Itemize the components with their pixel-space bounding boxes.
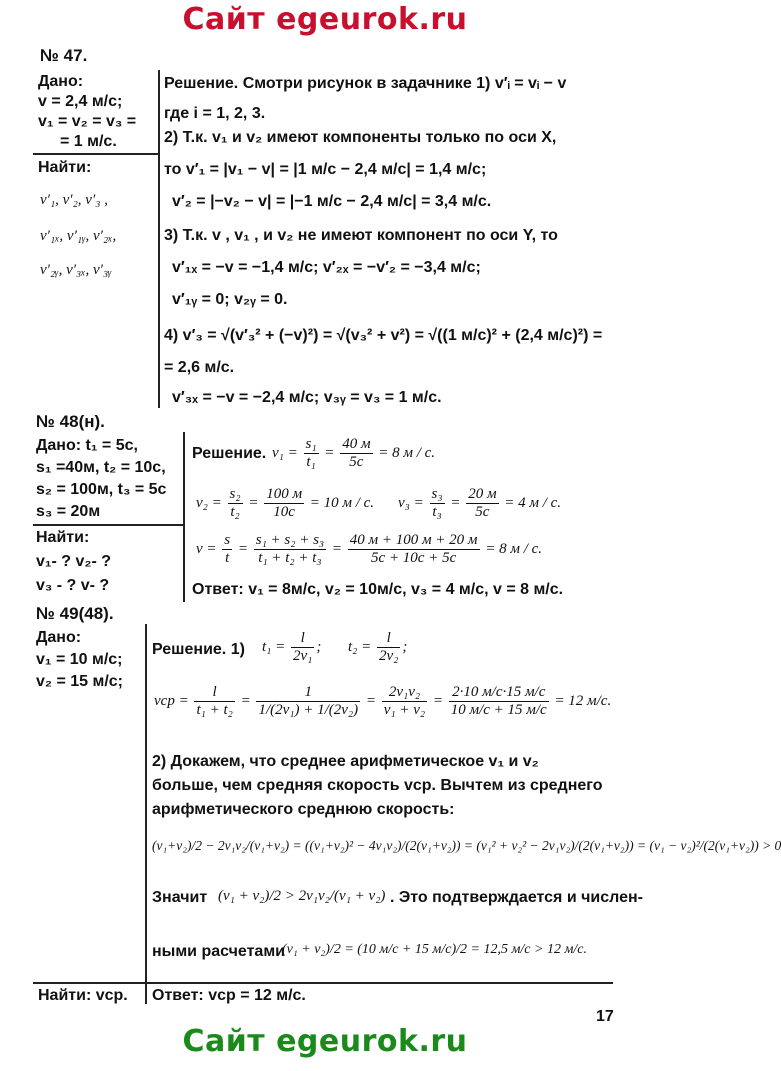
p48-v3-formula: v₃ = $\frac{\text{s₃}}{\text{t₃}}$ = $\frac{20 м}{5с}$ = 4 м / с. [398,486,562,520]
p48-given-1: Дано: t₁ = 5с, [36,437,138,454]
p48-v-lhs: v = [196,540,217,557]
p47-given-3: = 1 м/с. [60,133,117,150]
p48-find-2: v₃ - ? v- ? [36,577,110,594]
p48-answer: Ответ: v₁ = 8м/с, v₂ = 10м/с, v₃ = 4 м/с, v = 8 м/с. [192,581,564,598]
p48-v2-num: s₂ [229,486,241,502]
p48-v1-num: s₁ [305,436,317,452]
p48-v-result: = 8 м / с. [485,540,543,557]
p49-vcp-formula: vср = $\frac{l}{\text{t₁ + t₂}}$ = $\frac{1}{\text{1/(2v₁) + 1/(2v₂)}}$ = $\frac{\text{2v₁v₂}}{\text{v₁ + v₂}}$ = $\frac{2\cdot 10 м/с\cdot 15 м/с}{10 м/с + 15 м/с}$ = 12 м/с. [154,684,612,718]
p49-text-2: больше, чем средняя скорость vср. Вычтем из среднего [152,777,603,794]
p49-vcp-lhs: vср = [154,692,189,709]
p48-find-1: v₁- ? v₂- ? [36,553,112,570]
p49-t1-lhs: t₁ = [262,638,286,655]
problem-47-title: № 47. [40,46,88,65]
site-watermark-bottom: Сайт egeurok.ru [182,1024,468,1059]
p48-v1-den2: 5с [349,454,364,470]
p47-line-1: Решение. Смотри рисунок в задачнике 1) v′ᵢ = vᵢ − v [164,75,567,92]
p49-vcp-den3: v₁ + v₂ [383,702,426,718]
p48-v1-formula: v₁ = $\frac{\text{s₁}}{\text{t₁}}$ = $\frac{40 м}{5с}$ = 8 м / с. [272,436,436,470]
p49-vcp-num4: 2·10 м/с·15 м/с [449,684,549,702]
p48-v-frac-2 [254,532,326,567]
p48-v3-frac-2 [466,486,498,521]
p49-vcp-result: = 12 м/с. [554,692,612,709]
p48-v-num2: s₁ + s₂ + s₃ [255,532,325,548]
p47-find-1: v′₁, v′₂, v′₃ , [40,192,108,208]
p47-line-6: 3) Т.к. v , v₁ , и v₂ не имеют компонент по оси Y, то [164,227,558,244]
p49-t1-num: l [291,630,314,648]
p48-column-divider [183,432,185,602]
p47-given-1: v = 2,4 м/с; [38,93,123,110]
p49-then-1: Значит [152,889,208,906]
p47-line-4: то v′₁ = |v₁ − v| = |1 м/с − 2,4 м/с| = 1,4 м/с; [164,161,487,178]
p49-t1-formula: t₁ = $\frac{l}{\text{2v₁}}$ ; [262,630,322,664]
p48-v-num3: 40 м + 100 м + 20 м [349,532,478,548]
p47-column-divider [158,70,160,408]
p49-proof: (v₁+v₂)/2 − 2v₁v₂/(v₁+v₂) = ((v₁+v₂)² − 4v₁v₂)/(2(v₁+v₂)) = (v₁² + v₂² − 2v₁v₂)/(2(v₁+v₂)) = (v₁ − v₂)²/(2(v₁+v₂)) > 0 [152,838,781,853]
p49-t2-den: 2v₂ [379,648,399,664]
p48-v3-frac-1 [430,486,445,521]
p47-given-2: v₁ = v₂ = v₃ = [38,113,137,130]
p49-t2-lhs: t₂ = [348,638,372,655]
p49-vcp-frac-2 [256,684,360,719]
site-watermark-top: Сайт egeurok.ru [182,2,468,37]
p49-t1-frac [291,630,314,665]
p49-vcp-frac-4 [449,684,549,719]
p48-v-den3: 5с + 10с + 5с [371,550,457,566]
p48-v-den2: t₁ + t₂ + t₃ [258,550,322,566]
p48-v2-lhs: v₂ = [196,494,222,511]
p48-v2-den2: 10с [273,504,295,520]
p48-v2-den: t₂ [230,504,240,520]
p47-line-11: v′₃ₓ = −v = −2,4 м/с; v₃ᵧ = v₃ = 1 м/с. [172,389,442,406]
p47-line-2: где i = 1, 2, 3. [164,105,266,122]
p48-v-den: t [225,550,230,566]
p49-vcp-den4: 10 м/с + 15 м/с [450,702,547,718]
p48-v2-result: = 10 м / с. [309,494,375,511]
p48-v1-frac-2 [340,436,372,471]
p48-v3-den: t₃ [432,504,442,520]
p48-solution-label: Решение. [192,445,267,462]
p49-given-label: Дано: [36,629,82,646]
p48-v1-lhs: v₁ = [272,444,298,461]
p49-given-1: v₁ = 10 м/с; [36,651,123,668]
page-number: 17 [596,1008,614,1025]
p49-vcp-num3: 2v₁v₂ [382,684,427,702]
p48-v1-result: = 8 м / с. [378,444,436,461]
p48-v2-frac-2 [264,486,304,521]
p49-answer: Ответ: vср = 12 м/с. [152,987,306,1004]
p49-given-2: v₂ = 15 м/с; [36,673,123,690]
p47-line-5: v′₂ = |−v₂ − v| = |−1 м/с − 2,4 м/с| = 3,4 м/с. [172,193,492,210]
p48-v2-formula: v₂ = $\frac{\text{s₂}}{\text{t₂}}$ = $\frac{100 м}{10с}$ = 10 м / с. [196,486,375,520]
p48-given-divider [33,524,183,526]
p47-line-9: 4) v′₃ = √(v′₃² + (−v)²) = √(v₃² + v²) = √((1 м/с)² + (2,4 м/с)²) = [164,327,603,344]
p49-find: Найти: vср. [38,987,128,1004]
p47-find-2: v′₁ₓ, v′₁ᵧ, v′₂ₓ, [40,228,117,244]
problem-48-title: № 48(н). [36,412,105,431]
p49-t1-den: 2v₁ [293,648,313,664]
p47-find-3: v′₂ᵧ, v′₃ₓ, v′₃ᵧ [40,262,112,278]
p48-v3-den2: 5с [475,504,490,520]
p48-v1-num2: 40 м [342,436,371,452]
p48-v3-result: = 4 м / с. [504,494,562,511]
p49-text-3: арифметического среднюю скорость: [152,801,455,818]
p49-column-divider [145,624,147,1004]
p49-vcp-num2: 1 [256,684,360,702]
p48-given-3: s₂ = 100м, t₃ = 5с [36,481,167,498]
p49-solution-label: Решение. 1) [152,641,245,658]
p49-vcp-den2: 1/(2v₁) + 1/(2v₂) [258,702,359,718]
p47-find-label: Найти: [38,159,92,176]
p47-line-8: v′₁ᵧ = 0; v₂ᵧ = 0. [172,291,288,308]
p49-text-1: 2) Докажем, что среднее арифметическое v₁ и v₂ [152,753,539,770]
p48-v-num: s [224,532,231,548]
p48-v-formula: v = $\frac{s}{t}$ = $\frac{\text{s₁ + s₂ + s₃}}{\text{t₁ + t₂ + t₃}}$ = $\frac{40 м + 100 м + 20 м}{5с + 10с + 5с}$ = 8 м / с. [196,532,543,566]
p48-v3-num2: 20 м [468,486,497,502]
p49-then-2: . Это подтверждается и числен- [390,889,643,906]
problem-49-title: № 49(48). [36,604,114,623]
p48-v2-frac-1 [228,486,243,521]
p48-v3-num: s₃ [431,486,443,502]
p49-vcp-num: l [194,684,234,702]
p49-t2-formula: t₂ = $\frac{l}{\text{2v₂}}$ ; [348,630,408,664]
p47-line-7: v′₁ₓ = −v = −1,4 м/с; v′₂ₓ = −v′₂ = −3,4 м/с; [172,259,481,276]
p47-given-label: Дано: [38,73,84,90]
p47-line-3: 2) Т.к. v₁ и v₂ имеют компоненты только по оси X, [164,129,557,146]
p49-num-calc: (v₁ + v₂)/2 = (10 м/с + 15 м/с)/2 = 12,5 м/с > 12 м/с. [282,942,587,957]
p47-line-10: = 2,6 м/с. [164,359,235,376]
p48-v3-lhs: v₃ = [398,494,424,511]
p49-t2-frac [377,630,400,665]
p48-v1-frac-1 [304,436,319,471]
p49-then-frac: (v₁ + v₂)/2 > 2v₁v₂/(v₁ + v₂) [218,888,386,904]
p49-vcp-frac-3 [382,684,427,719]
p48-v-frac-3 [348,532,480,567]
p48-find-label: Найти: [36,529,90,546]
p48-given-4: s₃ = 20м [36,503,101,520]
p49-bottom-divider [33,982,613,984]
p49-vcp-frac-1 [194,684,234,719]
p48-v2-num2: 100 м [266,486,303,502]
p49-vcp-den: t₁ + t₂ [196,702,233,718]
p48-given-2: s₁ =40м, t₂ = 10с, [36,459,166,476]
p49-t2-num: l [377,630,400,648]
p49-num-1: ными расчетами [152,943,285,960]
p48-v-frac-1 [222,532,232,567]
p48-v1-den: t₁ [306,454,316,470]
p47-given-divider [33,153,158,155]
